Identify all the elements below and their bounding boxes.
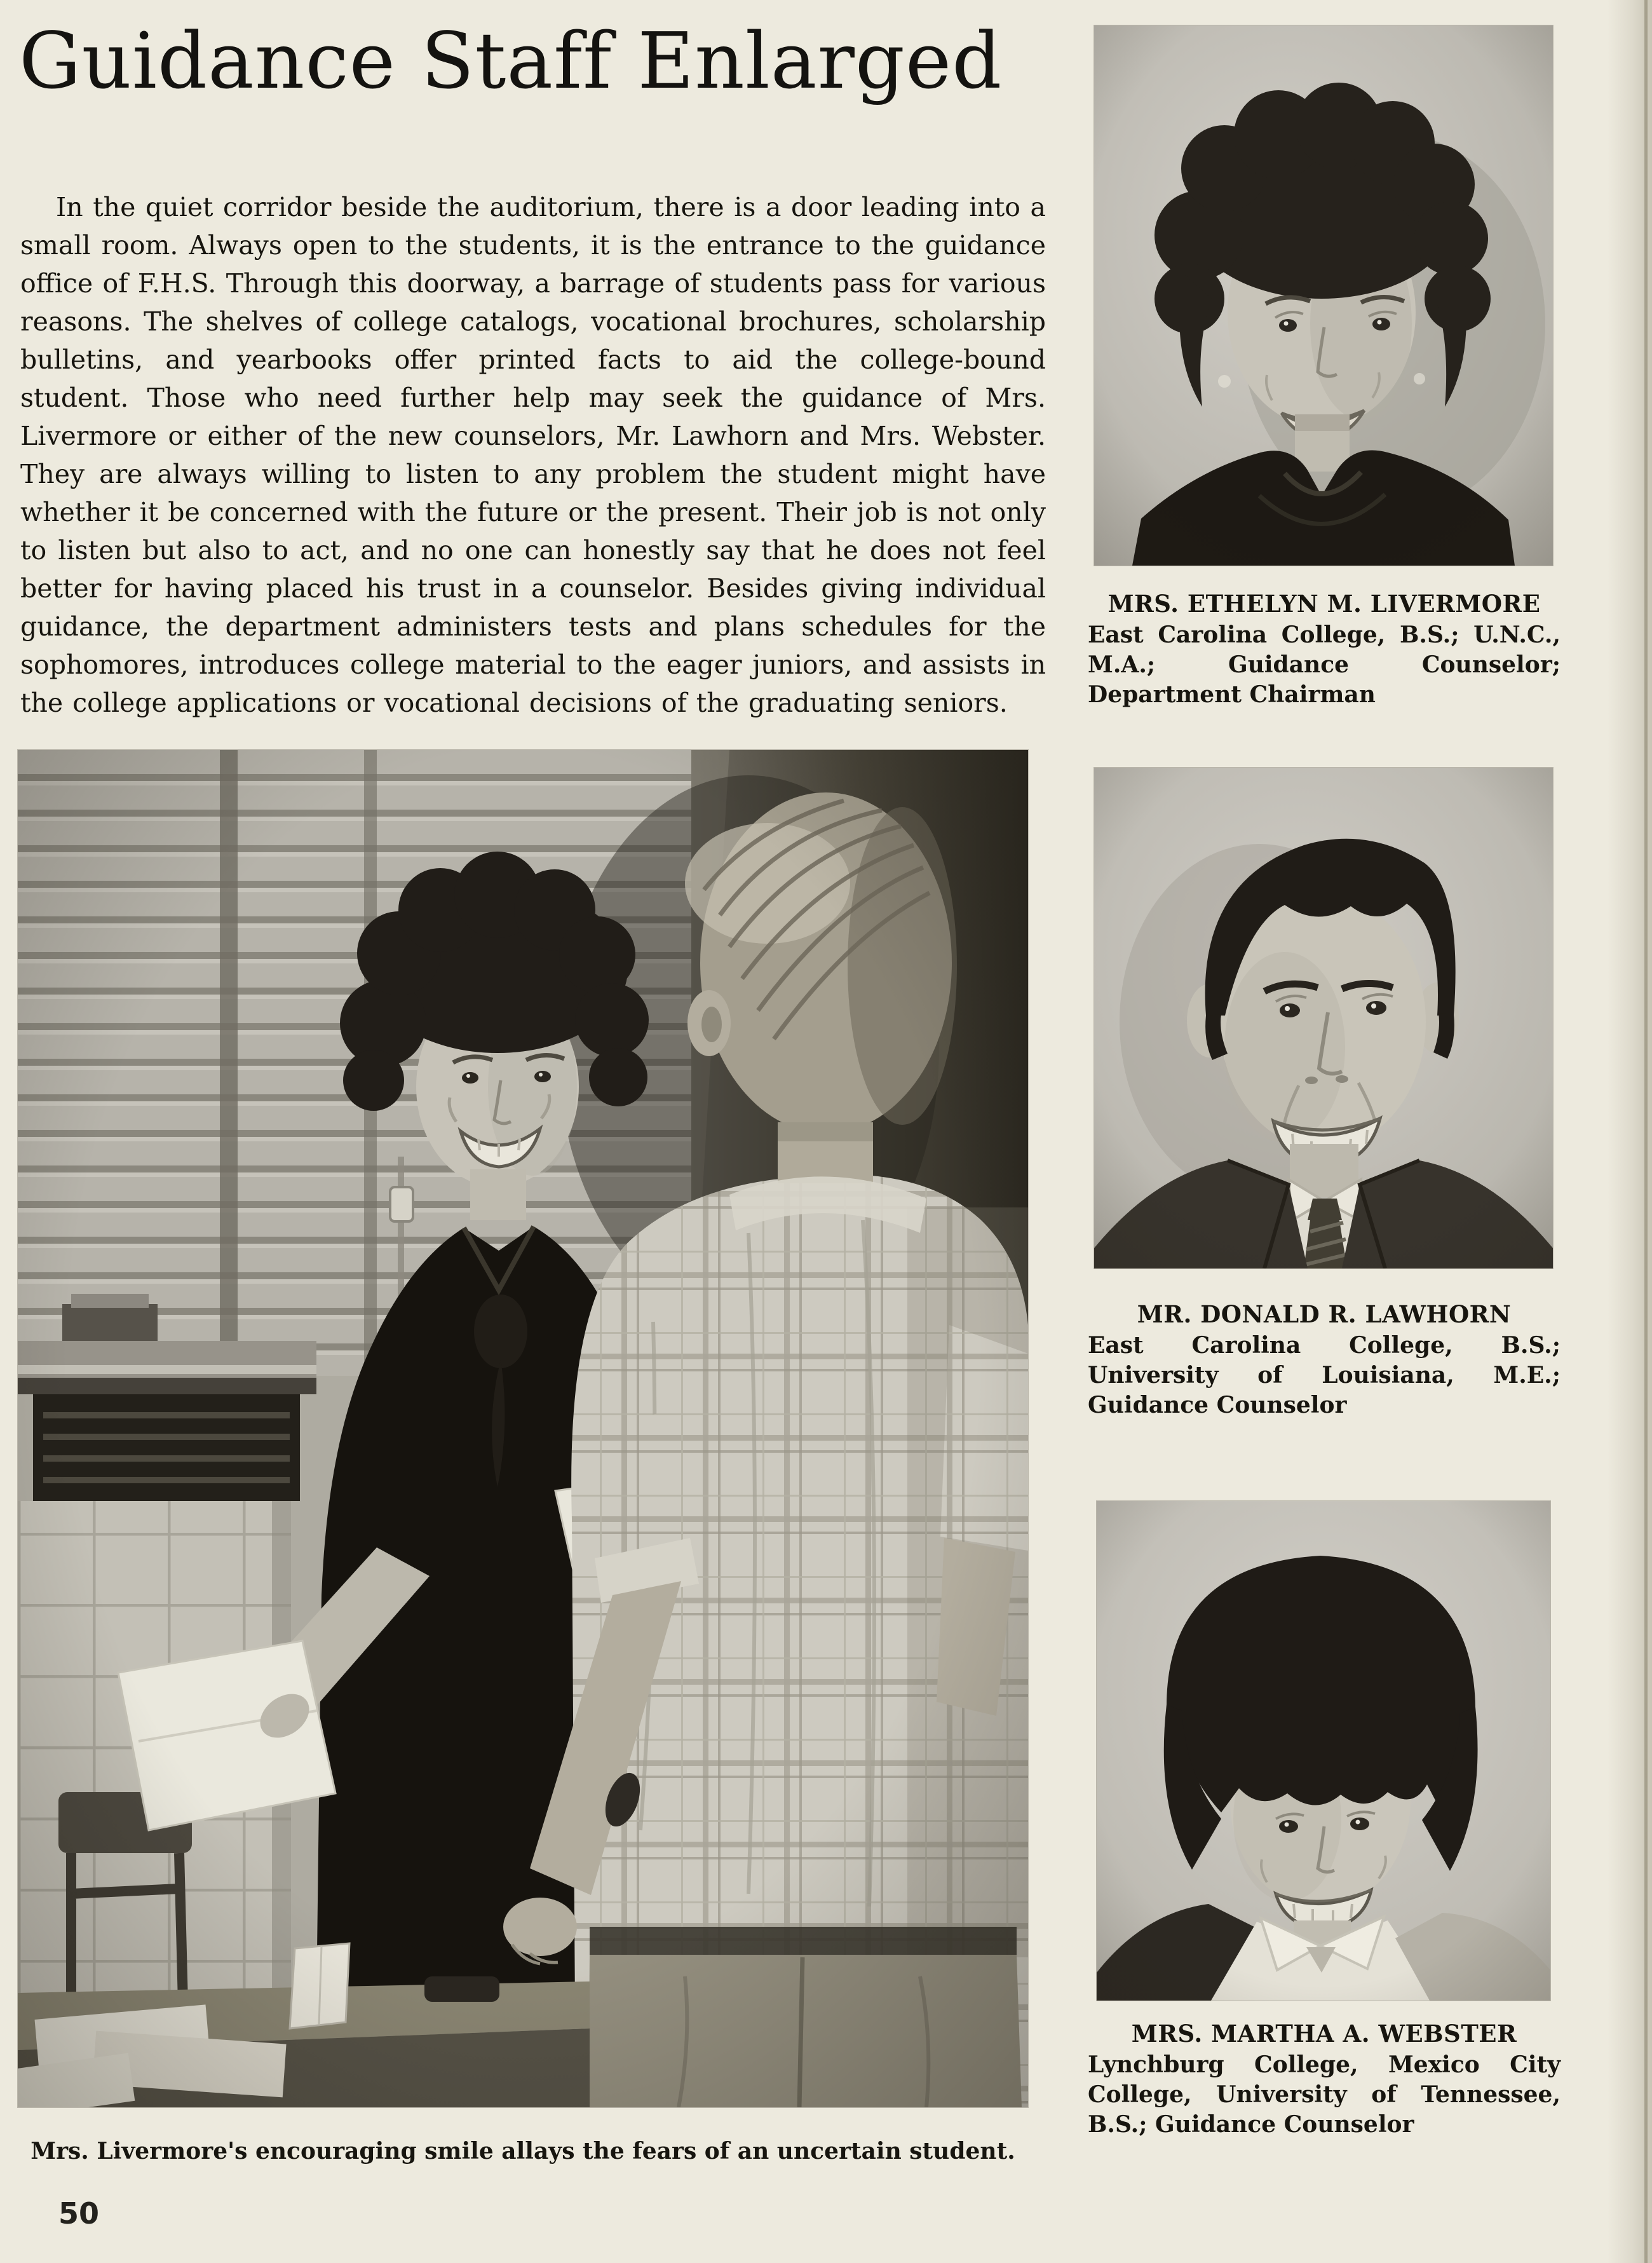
portrait-photo-livermore: [1094, 25, 1553, 566]
portrait-webster-illustration: [1097, 1501, 1550, 2001]
guidance-office-scene-illustration: [18, 750, 1028, 2107]
staff-name: MRS. MARTHA A. WEBSTER: [1131, 2020, 1517, 2048]
page-title: Guidance Staff Enlarged: [19, 16, 1003, 106]
feature-photo: [18, 750, 1028, 2107]
caption-livermore: [1088, 590, 1561, 710]
staff-credentials: East Carolina College, B.S.; University of Louisiana, M.E.; Guidance Counselor: [1088, 1332, 1561, 1418]
staff-credentials: Lynchburg College, Mexico City College, University of Tennessee, B.S.; Guidance Counselor: [1088, 2051, 1561, 2138]
article-paragraph: In the quiet corridor beside the auditorium, there is a door leading into a small room. Always open to the students, it is the entrance to the guidance office of F.H.S. Through this doorway, a barrage of students pass for various reasons. The shelves of college catalogs, vocational brochures, scholarship bulletins, and yearbooks offer printed facts to aid the college-bound student. Those who need further help may seek the guidance of Mrs. Livermore or either of the new counselors, Mr. Lawhorn and Mrs. Webster. They are always willing to listen to any problem the student might have whether it be concerned with the future or the present. Their job is not only to listen but also to act, and no one can honestly say that he does not feel better for having placed his trust in a counselor. Besides giving individual guidance, the department administers tests and plans schedules for the sophomores, introduces college material to the eager juniors, and assists in the college applications or vocational decisions of the graduating seniors.: [20, 192, 1046, 718]
caption-lawhorn: [1088, 1300, 1561, 1420]
page-number: 50: [58, 2196, 100, 2231]
portrait-photo-webster: [1097, 1501, 1550, 2001]
staff-name: MR. DONALD R. LAWHORN: [1137, 1300, 1512, 1328]
portrait-lawhorn-illustration: [1094, 768, 1553, 1268]
caption-webster: [1088, 2020, 1561, 2140]
portrait-livermore-illustration: [1094, 25, 1553, 566]
portrait-photo-lawhorn: [1094, 768, 1553, 1268]
staff-name: MRS. ETHELYN M. LIVERMORE: [1107, 590, 1541, 618]
feature-photo-caption: Mrs. Livermore's encouraging smile allays the fears of an uncertain student.: [30, 2138, 1015, 2164]
staff-credentials: East Carolina College, B.S.; U.N.C., M.A.; Guidance Counselor; Department Chairman: [1088, 622, 1561, 708]
page-edge-line: [1644, 0, 1648, 2263]
